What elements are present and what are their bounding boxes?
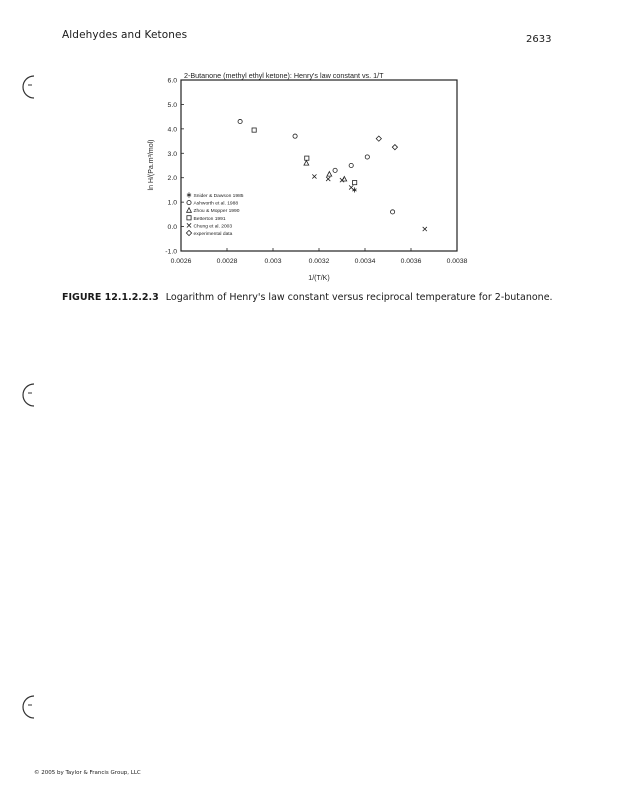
data-points	[238, 119, 427, 231]
page-number: 2633	[526, 34, 552, 45]
legend-marker-cross	[187, 223, 191, 227]
y-tick-label: 6.0	[167, 77, 177, 85]
chart-title: 2-Butanone (methyl ethyl ketone): Henry's law constant vs. 1/T	[184, 71, 384, 80]
data-point-triangle	[327, 172, 332, 177]
y-tick-label: -1.0	[165, 248, 177, 256]
data-point-circle	[365, 155, 369, 159]
data-point-circle	[349, 163, 353, 167]
data-point-star	[352, 187, 356, 192]
legend-marker-square	[187, 216, 191, 220]
henry-law-chart	[140, 68, 470, 290]
data-point-square	[305, 156, 309, 160]
chart-legend	[186, 192, 243, 237]
x-tick-label: 0.0038	[446, 258, 468, 265]
x-tick-label: 0.0032	[308, 258, 330, 265]
legend-entry: Zhou & Mopper 1990	[193, 209, 240, 215]
chart-ylabel: ln H/(Pa.m³/mol)	[148, 139, 155, 191]
y-tick-label: 2.0	[167, 175, 177, 183]
chart-xlabel: 1/(T/K)	[308, 275, 330, 282]
binder-hole-icon	[14, 72, 40, 102]
y-tick-label: 4.0	[167, 126, 177, 134]
data-point-square	[252, 128, 256, 132]
data-point-cross	[326, 177, 330, 181]
x-tick-label: 0.0026	[170, 258, 192, 265]
figure-caption	[62, 292, 582, 304]
legend-marker-triangle	[187, 208, 192, 213]
data-point-circle	[293, 134, 297, 138]
x-tick-label: 0.0034	[354, 258, 376, 265]
data-point-triangle	[304, 161, 309, 166]
legend-entry: experimental data	[193, 232, 233, 237]
figure-caption-text: Logarithm of Henry's law constant versus reciprocal temperature for 2-butanone.	[165, 292, 553, 303]
data-point-circle	[391, 210, 395, 214]
binder-hole-icon	[14, 380, 40, 410]
legend-entry: Snider & Dawson 1985	[193, 194, 244, 199]
data-point-cross	[312, 174, 316, 178]
legend-marker-diamond	[186, 230, 191, 235]
data-point-circle	[333, 168, 337, 172]
running-title: Aldehydes and Ketones	[62, 29, 188, 41]
x-tick-label: 0.003	[264, 258, 282, 265]
data-point-cross	[340, 178, 344, 182]
copyright-notice: © 2005 by Taylor & Francis Group, LLC	[34, 770, 141, 776]
binder-hole-icon	[14, 692, 40, 722]
legend-entry: Chung et al. 2003	[193, 224, 233, 230]
figure-caption-label: FIGURE 12.1.2.2.3	[62, 292, 159, 303]
x-tick-label: 0.0036	[400, 258, 422, 265]
legend-marker-circle	[187, 201, 191, 205]
data-point-diamond	[376, 136, 381, 141]
y-tick-label: 0.0	[167, 224, 177, 232]
y-tick-label: 5.0	[167, 101, 177, 109]
data-point-square	[353, 181, 357, 185]
legend-entry: Ashworth et al. 1988	[193, 201, 239, 207]
data-point-diamond	[392, 145, 397, 150]
data-point-circle	[238, 119, 242, 123]
legend-entry: Betterton 1991	[193, 216, 226, 222]
y-tick-label: 3.0	[167, 150, 177, 158]
data-point-cross	[423, 227, 427, 231]
x-tick-label: 0.0028	[216, 258, 238, 265]
legend-marker-star	[187, 192, 191, 197]
data-point-cross	[349, 185, 353, 189]
y-tick-label: 1.0	[167, 199, 177, 207]
